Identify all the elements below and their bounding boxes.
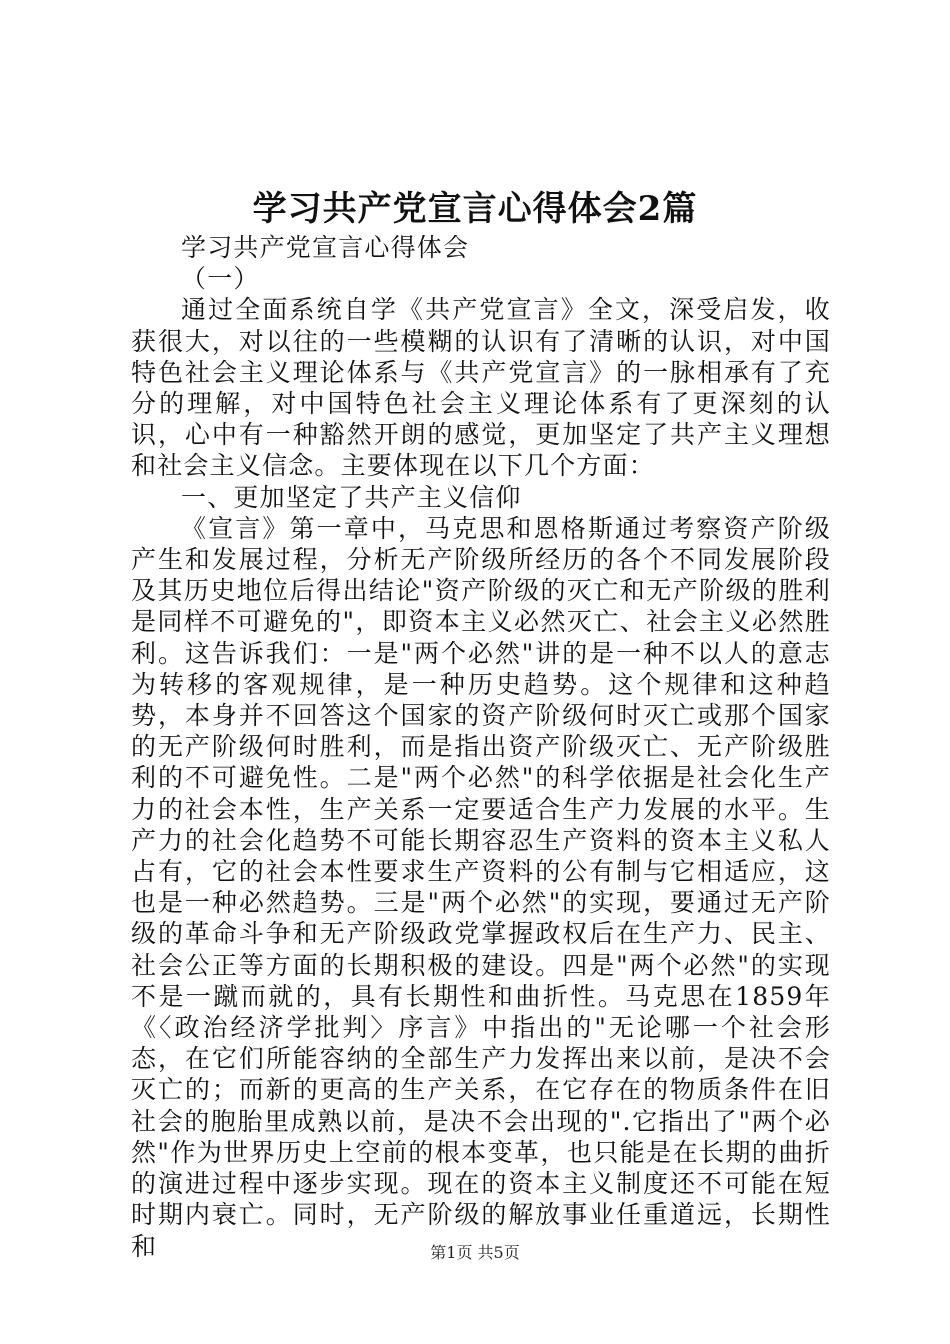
page-footer: 第1页 共5页 (430, 1243, 520, 1262)
heading-paragraph: 一、更加坚定了共产主义信仰 (181, 482, 522, 512)
document-body (131, 232, 831, 1262)
intro-paragraph: 通过全面系统自学《共产党宣言》全文，深受启发，收获很大，对以往的一些模糊的认识有了清晰的认识，对中国特色社会主义理论体系与《共产党宣言》的一脉相承有了充分的理解，对中国特色社会主义理论体系有了更深刻的认识，心中有一种豁然开朗的感觉，更加坚定了共产主义理想和社会主义信念。主要体现在以下几个方面： (131, 295, 831, 481)
document-title: 学习共产党宣言心得体会2篇 (252, 189, 698, 229)
subtitle-paragraph: 学习共产党宣言心得体会 (181, 233, 470, 262)
main-paragraph: 《宣言》第一章中，马克思和恩格斯通过考察资产阶级产生和发展过程，分析无产阶级所经历的各个不同发展阶段及其历史地位后得出结论"资产阶级的灭亡和无产阶级的胜利是同样不可避免的"，即资本主义必然灭亡、社会主义必然胜利。这告诉我们：一是"两个必然"讲的是一种不以人的意志为转移的客观规律，是一种历史趋势。这个规律和这种趋势，本身并不回答这个国家的资产阶级何时灭亡或那个国家的无产阶级何时胜利，而是指出资产阶级灭亡、无产阶级胜利的不可避免性。二是"两个必然"的科学依据是社会化生产力的社会本性，生产关系一定要适合生产力发展的水平。生产力的社会化趋势不可能长期容忍生产资料的资本主义私人占有，它的社会本性要求生产资料的公有制与它相适应，这也是一种必然趋势。三是"两个必然"的实现，要通过无产阶级的革命斗争和无产阶级政党掌握政权后在生产力、民主、社会公正等方面的长期积极的建设。四是"两个必然"的实现不是一蹴而就的，具有长期性和曲折性。马克思在1859年《〈政治经济学批判〉序言》中指出的"无论哪一个社会形态，在它们所能容纳的全部生产力发挥出来以前，是决不会灭亡的；而新的更高的生产关系，在它存在的物质条件在旧社会的胞胎里成熟以前，是决不会出现的".它指出了"两个必然"作为世界历史上空前的根本变革，也只能是在长期的曲折的演进过程中逐步实现。现在的资本主义制度还不可能在短时期内衰亡。同时，无产阶级的解放事业任重道远，长期性和 (131, 513, 831, 1261)
section-number-paragraph: （一） (181, 264, 260, 294)
